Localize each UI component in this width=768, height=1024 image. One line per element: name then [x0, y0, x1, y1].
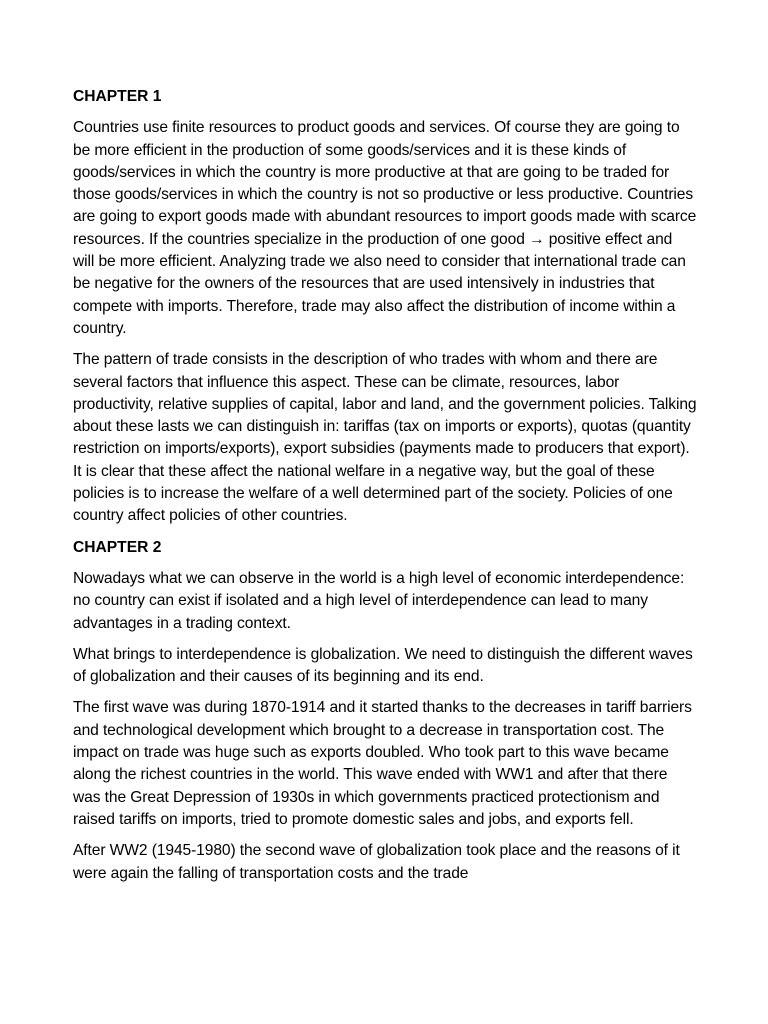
chapter-2-paragraph-2: What brings to interdependence is globalization. We need to distinguish the different waves of globalization and their causes of its beginning and its end.	[73, 645, 693, 686]
chapter-2-paragraph-1: Nowadays what we can observe in the world is a high level of economic interdependence: no country can exist if isolated and a high level of interdependence can lead to many advantages in a trading context.	[73, 569, 685, 632]
chapter-2-heading: CHAPTER 2	[73, 538, 162, 556]
chapter-1-paragraph-2: The pattern of trade consists in the description of who trades with whom and there are several factors that influence this aspect. These can be climate, resources, labor productivity, relative supplies of capital, labor and land, and the government policies. Talking about these lasts we can distinguish in: tariffas (tax on imports or exports), quotas (quantity restriction on imports/exports), export subsidies (payments made to producers that export). It is clear that these affect the national welfare in a negative way, but the goal of these policies is to increase the welfare of a well determined part of the society. Policies of one country affect policies of other countries.	[73, 351, 697, 525]
document-page	[73, 86, 697, 894]
chapter-1-paragraph-1: Countries use finite resources to product goods and services. Of course they are going to be more efficient in the production of some goods/services and it is these kinds of goods/services in which the country is more productive at that are going to be traded for those goods/services in which the country is not so productive or less productive. Countries are going to export goods made with abundant resources to import goods made with scarce resources. If the countries specialize in the production of one good → positive effect and will be more efficient. Analyzing trade we also need to consider that international trade can be negative for the owners of the resources that are used intensively in industries that compete with imports. Therefore, trade may also affect the distribution of income within a country.	[73, 119, 697, 337]
chapter-1-heading: CHAPTER 1	[73, 88, 162, 105]
chapter-2-paragraph-4: After WW2 (1945-1980) the second wave of globalization took place and the reasons of it were again the falling of transportation costs and the trade	[73, 842, 680, 882]
chapter-2-paragraph-3: The first wave was during 1870-1914 and it started thanks to the decreases in tariff barriers and technological development which brought to a decrease in transportation cost. The impact on trade was huge such as exports doubled. Who took part to this wave became along the richest countries in the world. This wave ended with WW1 and after that there was the Great Depression of 1930s in which governments practiced protectionism and raised tariffs on imports, tried to promote domestic sales and jobs, and exports fell.	[73, 699, 692, 828]
